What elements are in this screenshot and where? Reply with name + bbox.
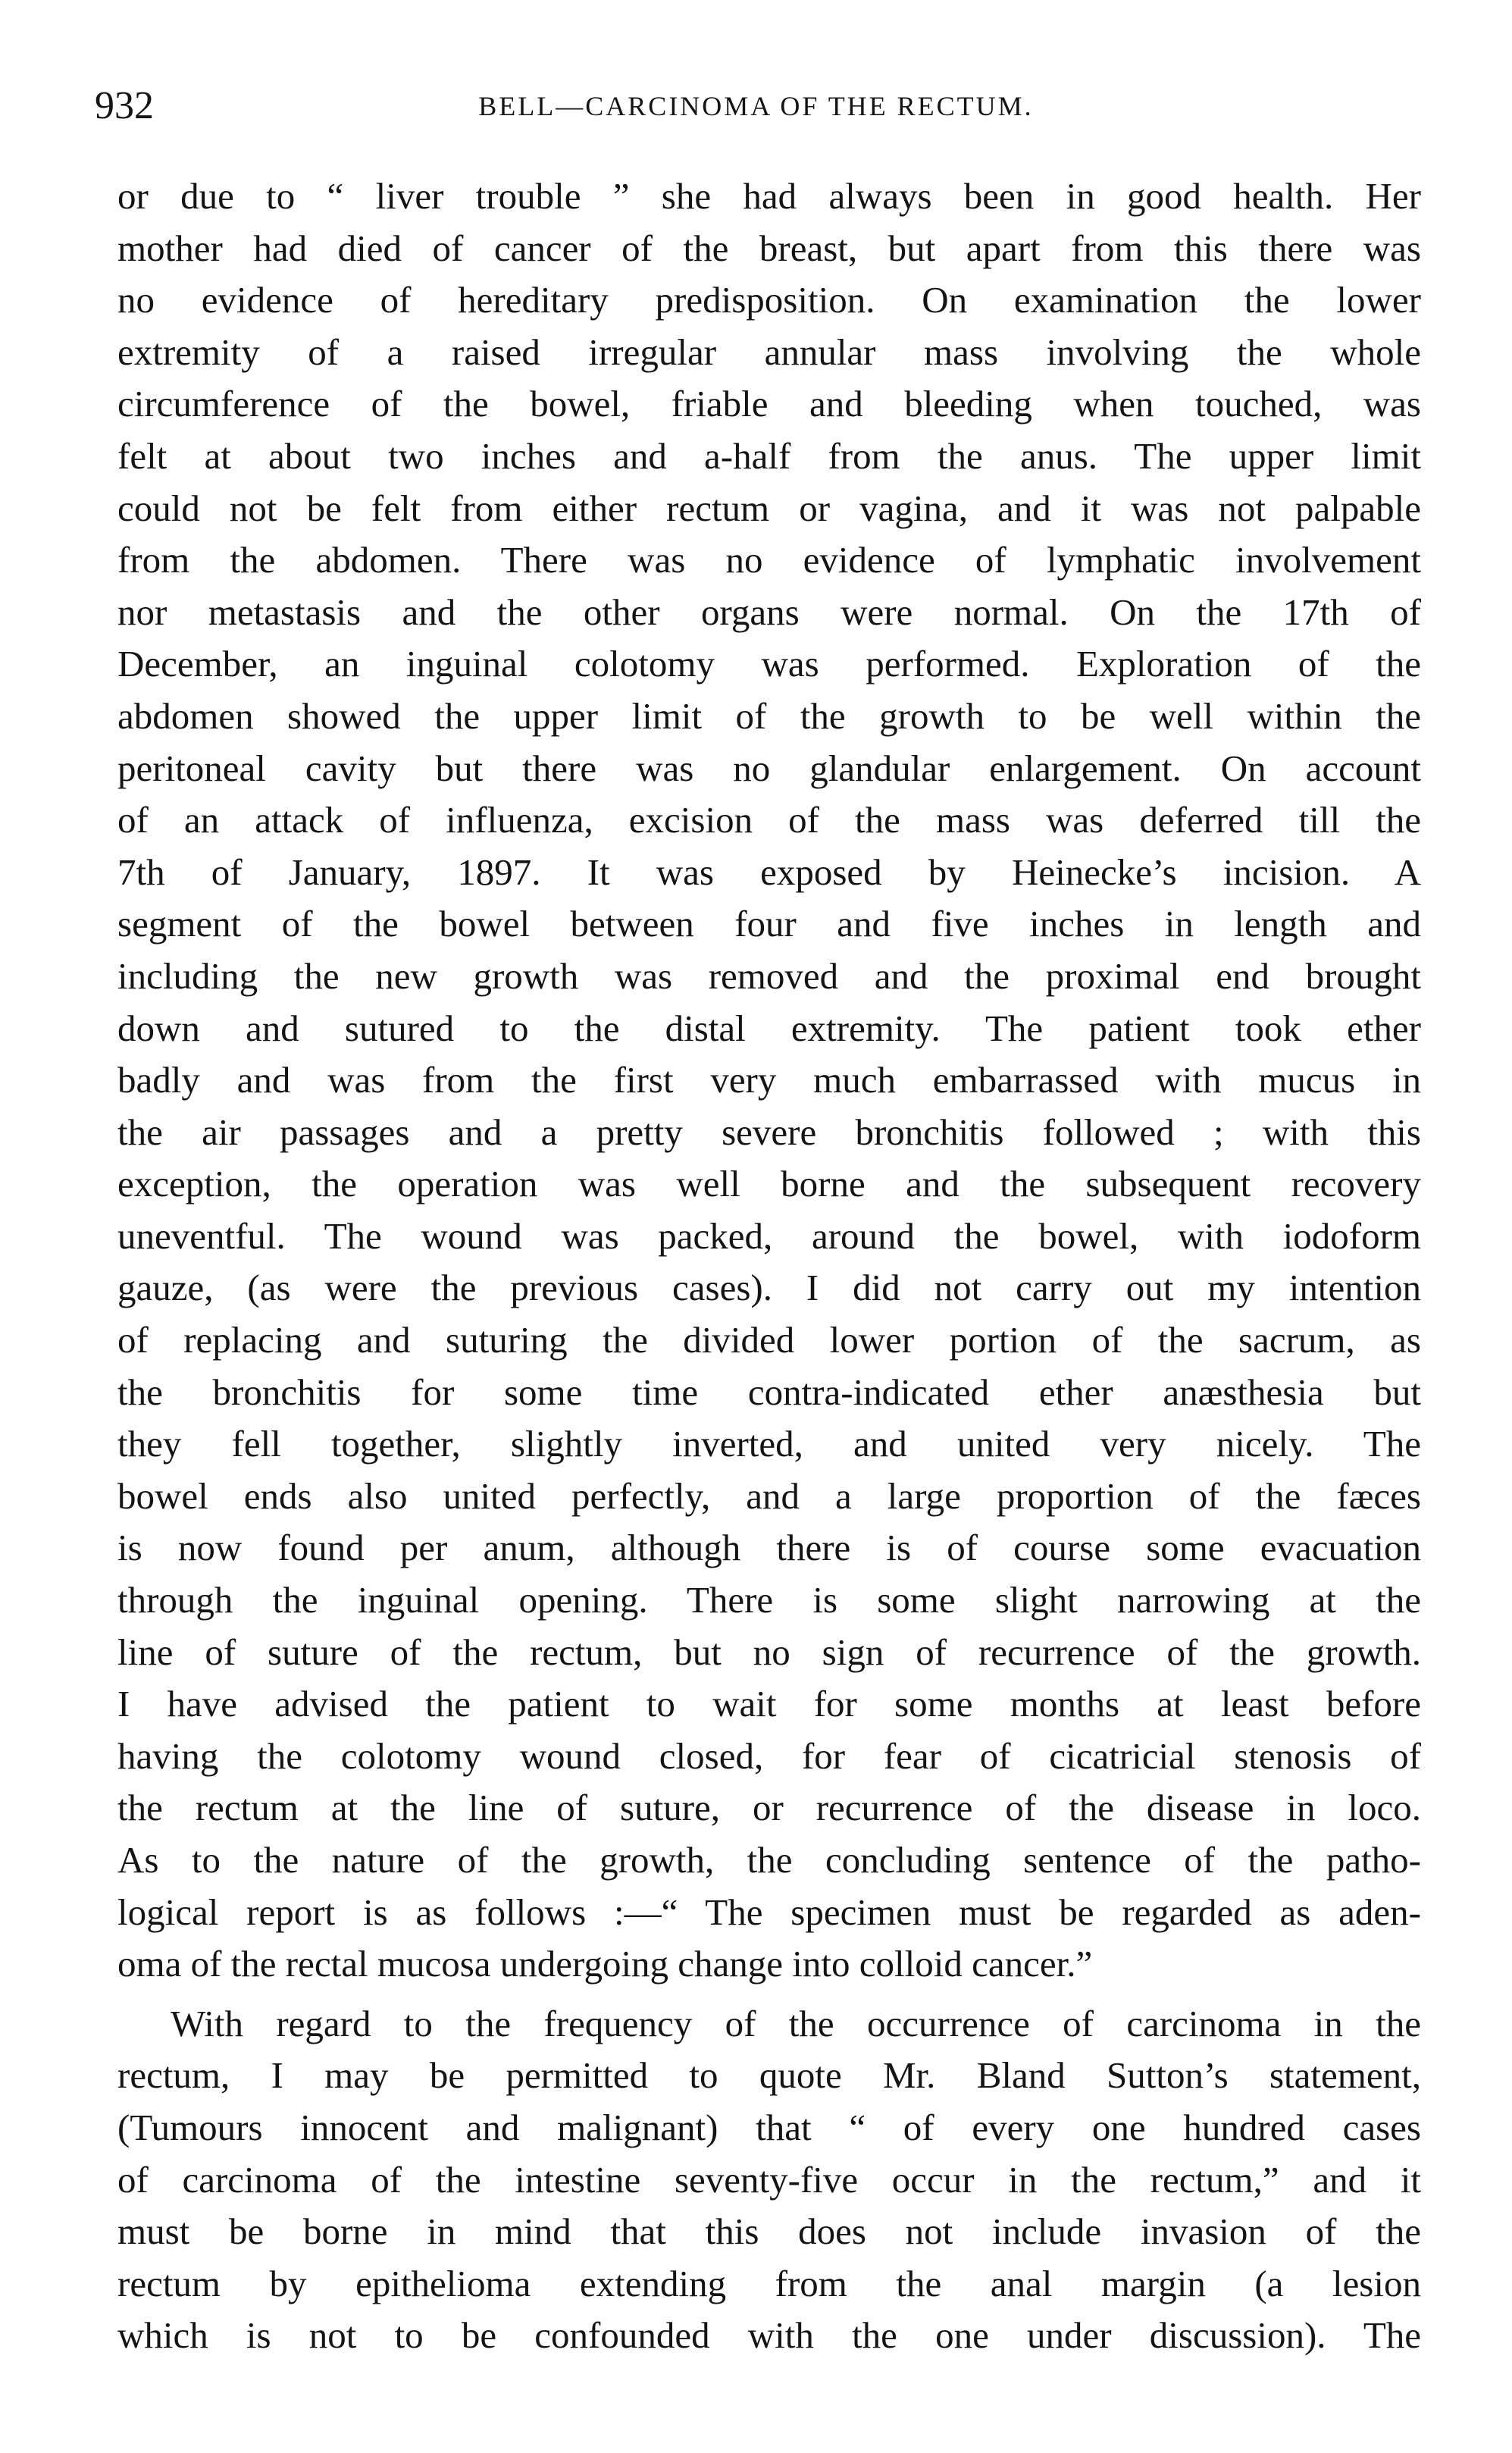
text-line: uneventful. The wound was packed, around the bowel, with iodoform (117, 1214, 1421, 1257)
text-line: peritoneal cavity but there was no glandular enlargement. On account (117, 747, 1421, 789)
text-line: gauze, (as were the previous cases). I did not carry out my intention (117, 1267, 1421, 1309)
text-line: 7th of January, 1897. It was exposed by Heinecke’s incision. A (117, 851, 1421, 893)
text-line: rectum by epithelioma extending from the anal margin (a lesion (117, 2262, 1421, 2304)
text-line: down and sutured to the distal extremity. The patient took ether (117, 1007, 1421, 1049)
text-line: having the colotomy wound closed, for fear of cicatricial stenosis of (117, 1734, 1421, 1777)
text-line: from the abdomen. There was no evidence of lymphatic involvement (117, 539, 1421, 581)
text-line: nor metastasis and the other organs were normal. On the 17th of (117, 591, 1421, 633)
text-line: through the inguinal opening. There is some slight narrowing at the (117, 1579, 1421, 1621)
text-line: or due to “ liver trouble ” she had always been in good health. Her (117, 175, 1421, 217)
text-line: they fell together, slightly inverted, and united very nicely. The (117, 1423, 1421, 1465)
text-line: segment of the bowel between four and five inches in length and (117, 903, 1421, 945)
text-line: the air passages and a pretty severe bronchitis followed ; with this (117, 1111, 1421, 1153)
text-line: the rectum at the line of suture, or recurrence of the disease in loco. (117, 1787, 1421, 1829)
page-header (95, 80, 1417, 133)
text-line: logical report is as follows :—“ The specimen must be regarded as aden- (117, 1891, 1421, 1933)
running-head: BELL—CARCINOMA OF THE RECTUM. (478, 91, 1034, 121)
paragraph-gap (117, 1991, 1421, 1998)
text-line: I have advised the patient to wait for some months at least before (117, 1683, 1421, 1725)
text-line: With regard to the frequency of the occurrence of carcinoma in the (171, 2002, 1421, 2044)
page-number: 932 (95, 84, 154, 127)
text-line: bowel ends also united perfectly, and a large proportion of the fæces (117, 1474, 1421, 1517)
text-line: must be borne in mind that this does not include invasion of the (117, 2210, 1421, 2253)
text-line: abdomen showed the upper limit of the growth to be well within the (117, 694, 1421, 737)
text-line: no evidence of hereditary predisposition. On examination the lower (117, 279, 1421, 321)
text-line: is now found per anum, although there is of course some evacuation (117, 1527, 1421, 1569)
text-line: of replacing and suturing the divided lower portion of the sacrum, as (117, 1319, 1421, 1361)
text-line: exception, the operation was well borne and the subsequent recovery (117, 1163, 1421, 1205)
text-line: extremity of a raised irregular annular mass involving the whole (117, 331, 1421, 373)
text-line: line of suture of the rectum, but no sign of recurrence of the growth. (117, 1631, 1421, 1673)
text-line: rectum, I may be permitted to quote Mr. Bland Sutton’s statement, (117, 2054, 1421, 2097)
text-line: December, an inguinal colotomy was performed. Exploration of the (117, 643, 1421, 685)
text-line: the bronchitis for some time contra-indicated ether anæsthesia but (117, 1371, 1421, 1413)
text-line: felt at about two inches and a-half from the anus. The upper limit (117, 434, 1421, 477)
text-line: including the new growth was removed and the proximal end brought (117, 954, 1421, 997)
body-text (117, 171, 1421, 2362)
text-line: could not be felt from either rectum or vagina, and it was not palpable (117, 487, 1421, 529)
text-line: oma of the rectal mucosa undergoing change into colloid cancer.” (117, 1943, 1093, 1985)
text-line: circumference of the bowel, friable and bleeding when touched, was (117, 383, 1421, 425)
text-line: of an attack of influenza, excision of the mass was deferred till the (117, 799, 1421, 841)
text-line: (Tumours innocent and malignant) that “ of every one hundred cases (117, 2106, 1421, 2148)
text-line: which is not to be confounded with the one under discussion). The (117, 2314, 1421, 2357)
text-line: badly and was from the first very much embarrassed with mucus in (117, 1059, 1421, 1101)
text-line: of carcinoma of the intestine seventy-five occur in the rectum,” and it (117, 2158, 1421, 2201)
text-line: As to the nature of the growth, the concluding sentence of the patho- (117, 1839, 1421, 1881)
paragraph-2 (117, 1998, 1421, 2362)
text-line: mother had died of cancer of the breast, but apart from this there was (117, 227, 1421, 269)
paragraph-1 (117, 171, 1421, 1991)
